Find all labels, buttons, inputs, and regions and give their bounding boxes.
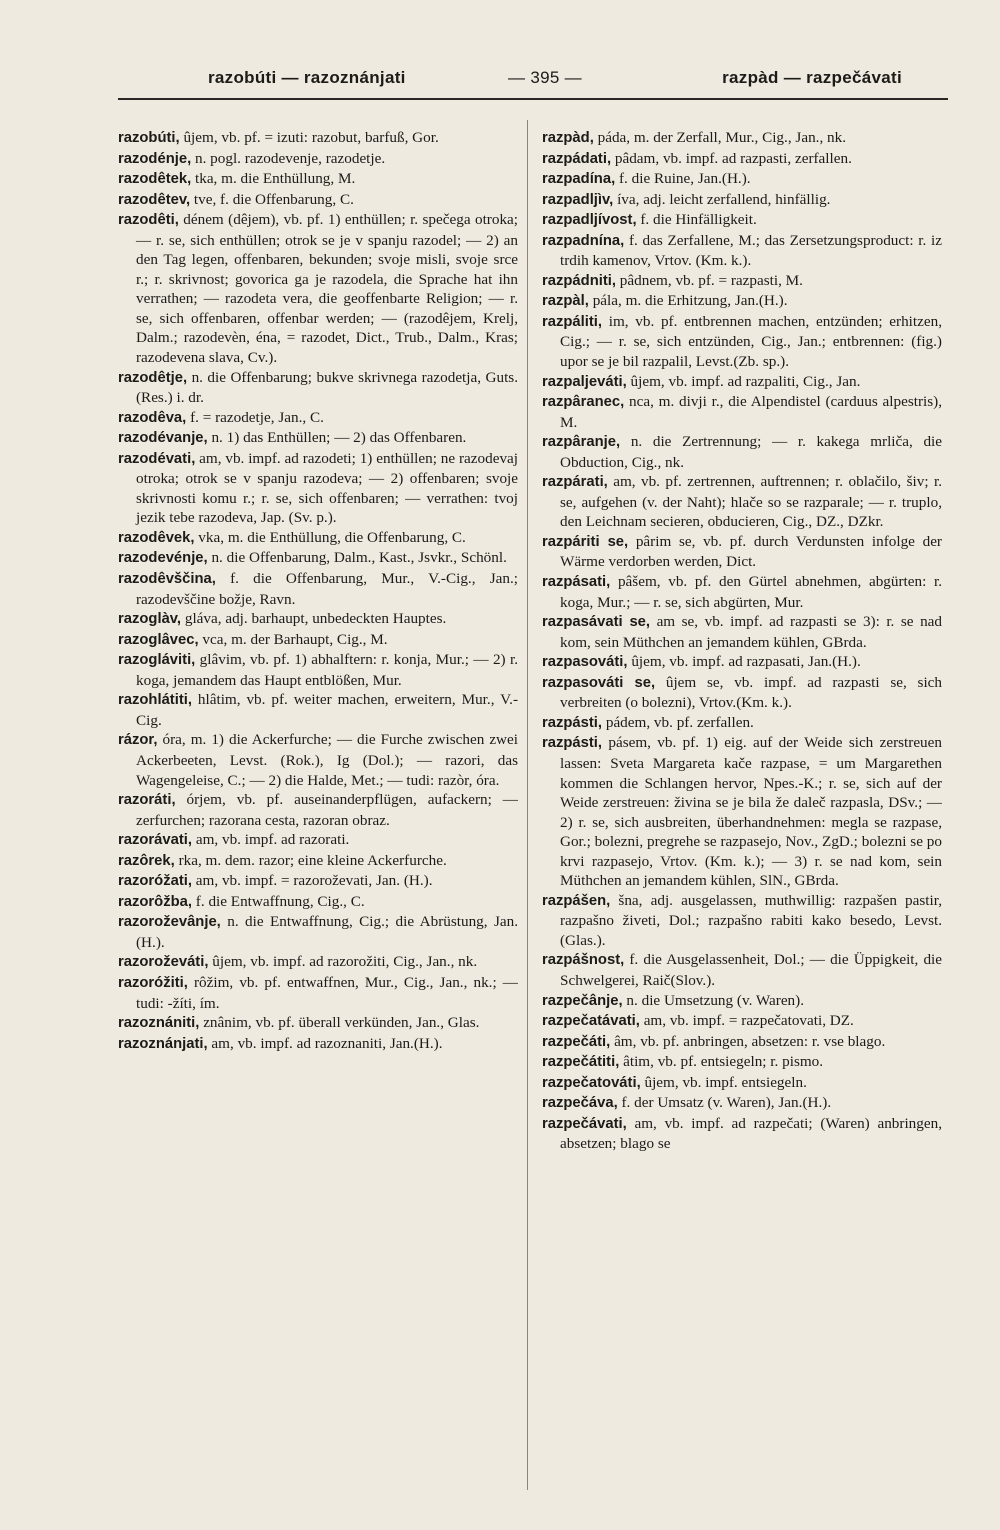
entry-headword: razpárati, [542,474,608,491]
entry-definition: f. der Umsatz (v. Waren), Jan.(H.). [621,1094,832,1112]
right-column [542,128,942,1506]
entry-headword: razoráti, [118,792,176,809]
dictionary-entry [542,231,942,271]
entry-definition: órjem, vb. pf. auseinanderpflügen, aufackern; — zerfurchen; razorana cesta, razoran obraz. [136,791,518,829]
entry-definition: f. das Zerfallene, M.; das Zersetzungsproduct: r. iz trdih kamenov, Vrtov. (Km. k.). [560,231,942,270]
entry-definition: gláva, adj. barhaupt, unbedeckten Hauptes. [184,610,447,628]
entry-definition: f. die Ruine, Jan.(H.). [618,170,751,188]
dictionary-entry [542,713,942,734]
column-divider [527,120,528,1490]
dictionary-entry [542,149,942,170]
entry-headword: razpadljívost, [542,212,637,229]
entry-headword: razôrek, [118,852,175,869]
entry-headword: razpasávati se, [542,614,651,631]
dictionary-entry [118,609,518,630]
dictionary-entry [542,652,942,673]
entry-headword: razpásati, [542,574,611,591]
entry-headword: razpasováti, [542,654,628,671]
entry-headword: razpečatováti, [542,1074,641,1091]
dictionary-entry [542,891,942,951]
entry-definition: n. 1) das Enthüllen; — 2) das Offenbaren. [211,429,467,447]
entry-definition: rôžim, vb. pf. entwaffnen, Mur., Cig., Jan., nk.; — tudi: -žíti, ím. [136,973,518,1012]
entry-definition: ûjem, vb. impf. ad razpaliti, Cig., Jan. [630,372,861,390]
dictionary-entry [542,128,942,149]
entry-headword: razodêtje, [118,369,188,386]
dictionary-entry [118,428,518,449]
entry-headword: razpečáva, [542,1095,618,1112]
entry-headword: razodénje, [118,150,192,167]
entry-headword: razpásti, [542,714,603,731]
entry-definition: dénem (dêjem), vb. pf. 1) enthüllen; r. spečega otroka; — r. se, sich enthüllen; otrok se je v spanju razodel; — 2) an den Tag legen, offenbaren, bekunden; svoje misli, svoje srce r.; r. skrivnost; govorica ga je razodela, die Sprache hat ihn verrathen; — razodeta vera, die geoffenbarte Religion; — r. se, sich offenbaren, offenbar werden; — (razodêjem, Krelj, Dalm.; razodevèn, éna, = razodet, Dict., Trub., Dalm., Kras; razodevena slava, Cv.). [136,211,518,367]
dictionary-entry [542,673,942,713]
entry-definition: am, vb. impf. = razoroževati, Jan. (H.). [195,872,433,890]
dictionary-entry [542,733,942,890]
dictionary-entry [118,690,518,730]
entry-headword: razoglàv, [118,611,182,628]
entry-headword: razodêtev, [118,191,191,208]
left-column [118,128,518,1506]
dictionary-entry [118,169,518,190]
dictionary-entry [118,1034,518,1055]
entry-headword: razoroževânje, [118,914,221,931]
entry-headword: razpečávati, [542,1115,627,1132]
dictionary-entry [542,1093,942,1114]
entry-definition: ûjem, vb. impf. ad razorožiti, Cig., Jan., nk. [212,953,478,971]
entry-definition: nca, m. divji r., die Alpendistel (carduus alpestris), M. [560,393,942,431]
entry-headword: razodévati, [118,450,196,467]
entry-headword: razpádniti, [542,272,616,289]
entry-definition: am, vb. impf. ad razoznaniti, Jan.(H.). [211,1034,443,1052]
dictionary-entry [542,291,942,312]
entry-definition: pâdnem, vb. pf. = razpasti, M. [619,271,803,289]
header-left-guideword: razobúti — razoznánjati [208,68,406,87]
entry-headword: razpâranje, [542,434,621,451]
entry-headword: razoroževáti, [118,954,209,971]
entry-definition: am, vb. impf. = razpečatovati, DZ. [643,1012,854,1030]
entry-headword: razpaljeváti, [542,373,627,390]
entry-headword: razogláviti, [118,652,196,669]
entry-headword: razoznánjati, [118,1035,208,1052]
entry-definition: znânim, vb. pf. überall verkünden, Jan., Glas. [203,1014,480,1032]
entry-definition: n. die Offenbarung; bukve skrivnega razodetja, Guts.(Res.) i. dr. [136,368,518,407]
entry-definition: vka, m. die Enthüllung, die Offenbarung, C. [198,528,466,546]
dictionary-entry [118,190,518,211]
dictionary-entry [118,569,518,609]
dictionary-entry [118,630,518,651]
entry-headword: razpásti, [542,735,603,752]
entry-definition: glâvim, vb. pf. 1) abhalftern: r. konja, Mur.; — 2) r. koga, jemandem das Haupt entblößen, Mur. [136,651,518,689]
entry-headword: razpàl, [542,293,589,310]
dictionary-entry [542,271,942,292]
entry-headword: razpâranec, [542,394,625,411]
entry-definition: âm, vb. pf. anbringen, absetzen: r. vse blago. [614,1032,886,1050]
entry-definition: am se, vb. impf. ad razpasti se 3): r. se nad kom, sein Müthchen an jemandem kühlen, GBrda. [560,613,942,651]
dictionary-entry [542,312,942,372]
dictionary-entry [118,851,518,872]
dictionary-entry [542,1032,942,1053]
entry-definition: pâdam, vb. impf. ad razpasti, zerfallen. [614,149,852,167]
entry-headword: razorôžba, [118,893,192,910]
entry-definition: pádem, vb. pf. zerfallen. [605,713,754,731]
entry-definition: šna, adj. ausgelassen, muthwillig: razpašen pastir, razpašno živeti, Dol.; razpašno rabiti kako besedo, Levst.(Glas.). [560,891,942,949]
running-header [118,62,942,92]
dictionary-entry [542,1114,942,1154]
dictionary-entry [542,612,942,652]
entry-definition: tka, m. die Enthüllung, M. [195,170,356,188]
dictionary-entry [118,449,518,528]
dictionary-entry [542,392,942,432]
entry-definition: pâšem, vb. pf. den Gürtel abnehmen, abgürten: r. koga, Mur.; — r. se, sich abgürten, Mur. [560,573,942,611]
entry-definition: f. = razodetje, Jan., C. [190,408,324,426]
entry-headword: razodévanje, [118,430,208,447]
dictionary-entry [542,950,942,990]
entry-definition: am, vb. impf. ad razpečati; (Waren) anbringen, absetzen; blago se [560,1114,942,1153]
entry-definition: âtim, vb. pf. entsiegeln; r. pismo. [623,1053,824,1071]
dictionary-entry [118,149,518,170]
header-right-guideword: razpàd — razpečávati [722,68,902,87]
header-rule [118,98,948,100]
entry-headword: razpadnína, [542,232,625,249]
entry-headword: rázor, [118,732,158,749]
page-number: — 395 — [508,68,582,87]
entry-headword: razodêvek, [118,529,195,546]
entry-headword: razoglâvec, [118,631,199,648]
entry-definition: pála, m. die Erhitzung, Jan.(H.). [592,292,788,310]
entry-definition: ûjem, vb. impf. entsiegeln. [644,1073,807,1091]
dictionary-entry [118,730,518,790]
entry-definition: ûjem se, vb. impf. ad razpasti se, sich verbreiten (o bolezni), Vrtov.(Km. k.). [560,673,942,712]
dictionary-entry [542,572,942,612]
dictionary-entry [118,1013,518,1034]
dictionary-entry [118,790,518,830]
dictionary-entry [118,892,518,913]
dictionary-entry [118,408,518,429]
entry-headword: razpádati, [542,150,612,167]
entry-headword: razpàd, [542,130,594,146]
dictionary-entry [542,1073,942,1094]
dictionary-entry [118,528,518,549]
dictionary-entry [118,128,518,149]
entry-headword: razodêvščina, [118,571,216,588]
entry-headword: razpáriti se, [542,533,629,550]
entry-definition: n. die Umsetzung (v. Waren). [626,991,805,1009]
entry-definition: ûjem, vb. impf. ad razpasati, Jan.(H.). [631,653,861,671]
entry-definition: n. pogl. razodevenje, razodetje. [194,149,386,167]
entry-headword: razodêtek, [118,171,192,188]
entry-definition: n. die Entwaffnung, Cig.; die Abrüstung, Jan.(H.). [136,913,518,951]
dictionary-entry [542,190,942,211]
dictionary-entry [118,210,518,367]
entry-headword: razoróžati, [118,873,192,890]
entry-headword: razpečátiti, [542,1054,620,1071]
entry-definition: f. die Ausgelassenheit, Dol.; — die Üppigkeit, die Schwelgerei, Raič(Slov.). [560,951,942,989]
entry-headword: razohlátiti, [118,692,192,709]
entry-headword: razoznániti, [118,1015,200,1032]
dictionary-entry [118,952,518,973]
dictionary-entry [542,532,942,572]
dictionary-entry [542,472,942,532]
entry-definition: ûjem, vb. pf. = izuti: razobut, barfuß, Gor. [183,129,439,146]
entry-headword: razodêti, [118,212,179,229]
dictionary-entry [118,368,518,408]
entry-definition: páda, m. der Zerfall, Mur., Cig., Jan., nk. [597,129,847,146]
entry-definition: pârim se, vb. pf. durch Verdunsten infolge der Wärme verdorben werden, Dict. [560,532,942,571]
entry-headword: razodêva, [118,409,187,426]
dictionary-entry [542,169,942,190]
entry-definition: am, vb. impf. ad razorati. [195,831,350,849]
entry-headword: razpášen, [542,892,611,909]
entry-headword: razpadljìv, [542,191,614,208]
dictionary-entry [118,830,518,851]
dictionary-entry [542,210,942,231]
entry-definition: vca, m. der Barhaupt, Cig., M. [202,630,388,648]
entry-definition: am, vb. impf. ad razodeti; 1) enthüllen; ne razodevaj otroka; otrok se v spanju razodeva; — 2) offenbaren; svoje skrivnosti komu r.; r. se, sich offenbaren; — verrathen: tvoj jezik tebe razodeva, Jap. (Sv. p.). [136,449,518,527]
dictionary-entry [542,372,942,393]
entry-headword: razpášnost, [542,952,625,969]
entry-headword: razpečáti, [542,1033,611,1050]
dictionary-entry [118,548,518,569]
dictionary-entry [542,1011,942,1032]
entry-definition: am, vb. pf. zertrennen, auftrennen; r. oblačilo, šiv; r. se, aufgehen (v. der Naht); hlače so se razparale; — r. truplo, den Leichnam secieren, obducieren, Cig., DZ., DZkr. [560,473,942,531]
entry-definition: tve, f. die Offenbarung, C. [193,190,354,208]
entry-headword: razpáliti, [542,313,603,330]
entry-definition: n. die Zertrennung; — r. kakega mrliča, die Obduction, Cig., nk. [560,433,942,471]
dictionary-entry [118,912,518,952]
entry-definition: rka, m. dem. razor; eine kleine Ackerfurche. [178,851,447,869]
dictionary-entry [542,432,942,472]
entry-definition: im, vb. pf. entbrennen machen, entzünden; erhitzen, Cig.; — r. se, sich entzünden, Cig., Jan.; entbrennen: (fig.) upor se je bil razpalil, Levst.(Zb. sp.). [560,312,942,371]
entry-definition: óra, m. 1) die Ackerfurche; — die Furche zwischen zwei Ackerbeeten, Levst. (Rok.), Ig (Dol.); — razori, das Wagengeleise, C.; — 2) die Halde, Met.; — tudi: razòr, óra. [136,731,518,789]
entry-headword: razpasováti se, [542,674,656,691]
entry-headword: razpečatávati, [542,1013,640,1030]
entry-headword: razpadína, [542,171,616,188]
entry-headword: razorávati, [118,832,193,849]
dictionary-entry [542,991,942,1012]
entry-definition: f. die Hinfälligkeit. [640,211,757,229]
entry-headword: razpečânje, [542,992,623,1009]
dictionary-entry [118,973,518,1013]
entry-definition: íva, adj. leicht zerfallend, hinfällig. [617,190,831,208]
entry-definition: hlâtim, vb. pf. weiter machen, erweitern, Mur., V.-Cig. [136,691,518,729]
entry-definition: f. die Entwaffnung, Cig., C. [195,892,365,910]
dictionary-entry [542,1052,942,1073]
entry-headword: razodevénje, [118,550,208,567]
dictionary-entry [118,871,518,892]
entry-headword: razoróžiti, [118,974,188,991]
entry-definition: pásem, vb. pf. 1) eig. auf der Weide sich zerstreuen lassen: Sveta Margareta kače razpase, = um Margarethen kommen die Schlangen hervor, Npes.-K.; r. se, sich auf der Weide zerstreuen: živina se je bila že daleč razpasla, DSv.; — 2) r. se, sich ausbreiten, überhandnehmen: megla se razpase, Gor.; bolezni, pregrehe se razpasejo, Nov., ZgD.; bolezni se po krvi razpasejo, Vrtov. (Km. k.); — 3) r. se nad kom, sein Müthchen an jemandem kühlen, SlN., GBrda. [560,734,942,890]
entry-definition: f. die Offenbarung, Mur., V.-Cig., Jan.; razodevščine božje, Ravn. [136,570,518,608]
entry-definition: n. die Offenbarung, Dalm., Kast., Jsvkr., Schönl. [211,549,507,567]
entry-headword: razobúti, [118,130,180,146]
dictionary-entry [118,650,518,690]
